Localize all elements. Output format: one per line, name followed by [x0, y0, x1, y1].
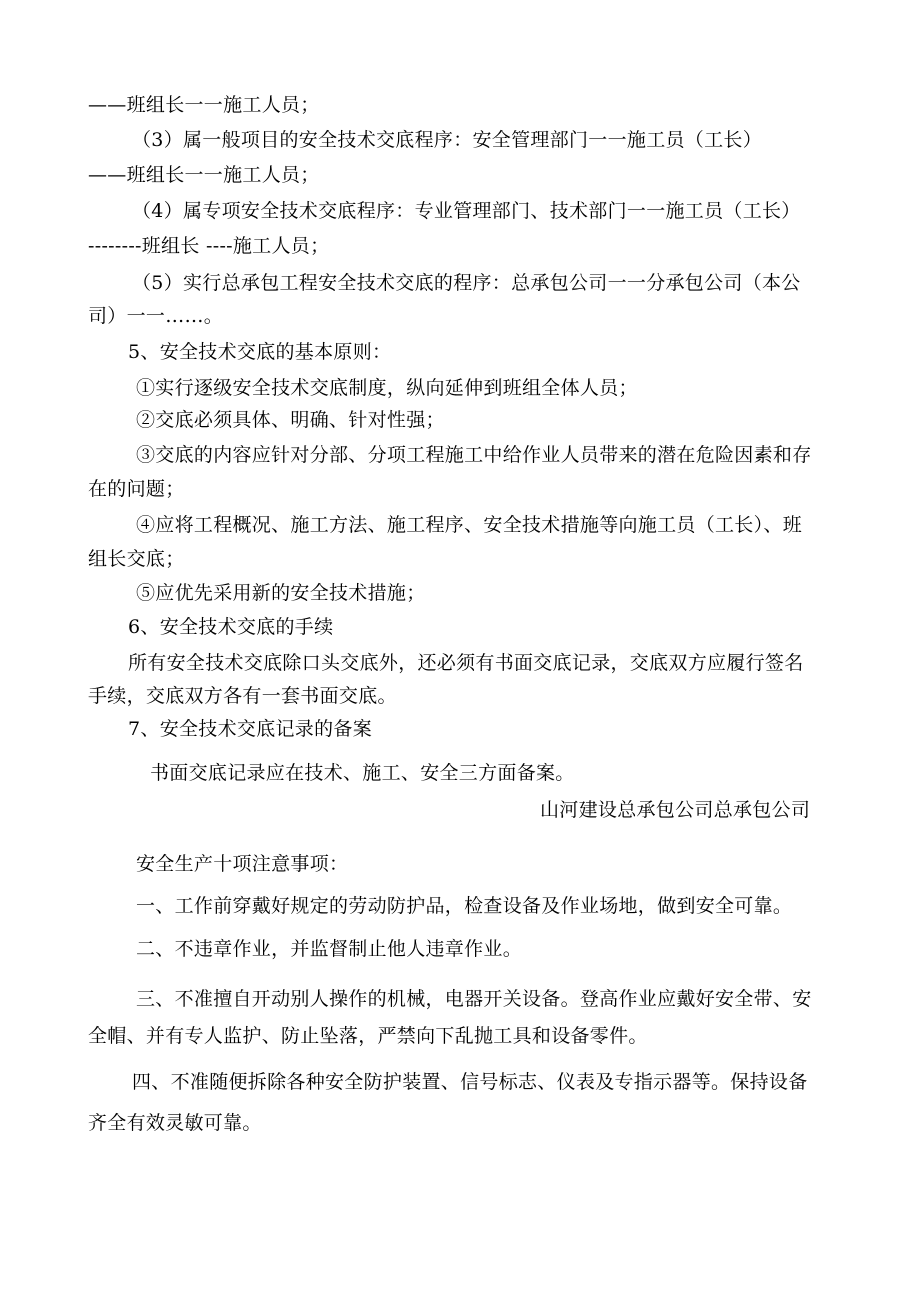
text-line: ①实行逐级安全技术交底制度，纵向延伸到班组全体人员； — [136, 377, 638, 399]
text-line: 二、不违章作业，并监督制止他人违章作业。 — [136, 938, 523, 960]
text-line: ②交底必须具体、明确、针对性强； — [136, 409, 445, 431]
section-heading: 5、安全技术交底的基本原则： — [128, 341, 392, 363]
text-line: ⑤应优先采用新的安全技术措施； — [136, 582, 426, 604]
text-line: （4）属专项安全技术交底程序：专业管理部门、技术部门一一施工员（工长） — [132, 200, 801, 222]
text-line: 齐全有效灵敏可靠。 — [88, 1112, 262, 1134]
text-line: 组长交底； — [88, 548, 185, 570]
text-line: 司）一一……。 — [88, 305, 224, 327]
text-line: --------班组长 ----施工人员； — [88, 235, 330, 257]
signature-company: 山河建设总承包公司总承包公司 — [540, 799, 811, 821]
text-line: 三、不准擅自开动别人操作的机械，电器开关设备。登高作业应戴好安全带、安 — [136, 988, 812, 1010]
text-line: 四、不准随便拆除各种安全防护装置、信号标志、仪表及专指示器等。保持设备 — [132, 1071, 808, 1093]
text-line: ③交底的内容应针对分部、分项工程施工中给作业人员带来的潜在危险因素和存 — [136, 444, 812, 466]
text-line: 书面交底记录应在技术、施工、安全三方面备案。 — [150, 762, 575, 784]
text-line: （5）实行总承包工程安全技术交底的程序：总承包公司一一分承包公司（本公 — [132, 272, 801, 294]
section-heading: 7、安全技术交底记录的备案 — [128, 718, 372, 740]
section-heading: 安全生产十项注意事项： — [136, 853, 349, 875]
text-line: ④应将工程概况、施工方法、施工程序、安全技术措施等向施工员（工长）、班 — [136, 514, 803, 536]
text-line: ——班组长一一施工人员； — [88, 164, 320, 186]
section-heading: 6、安全技术交底的手续 — [128, 616, 334, 638]
text-line: 在的问题； — [88, 478, 185, 500]
text-line: 全帽、并有专人监护、防止坠落，严禁向下乱抛工具和设备零件。 — [88, 1025, 648, 1047]
text-line: 手续，交底双方各有一套书面交底。 — [88, 685, 397, 707]
text-line: 所有安全技术交底除口头交底外，还必须有书面交底记录，交底双方应履行签名 — [128, 652, 804, 674]
text-line: ——班组长一一施工人员； — [88, 94, 320, 116]
text-line: 一、工作前穿戴好规定的劳动防护品，检查设备及作业场地，做到安全可靠。 — [136, 895, 793, 917]
text-line: （3）属一般项目的安全技术交底程序：安全管理部门一一施工员（工长） — [132, 129, 762, 151]
